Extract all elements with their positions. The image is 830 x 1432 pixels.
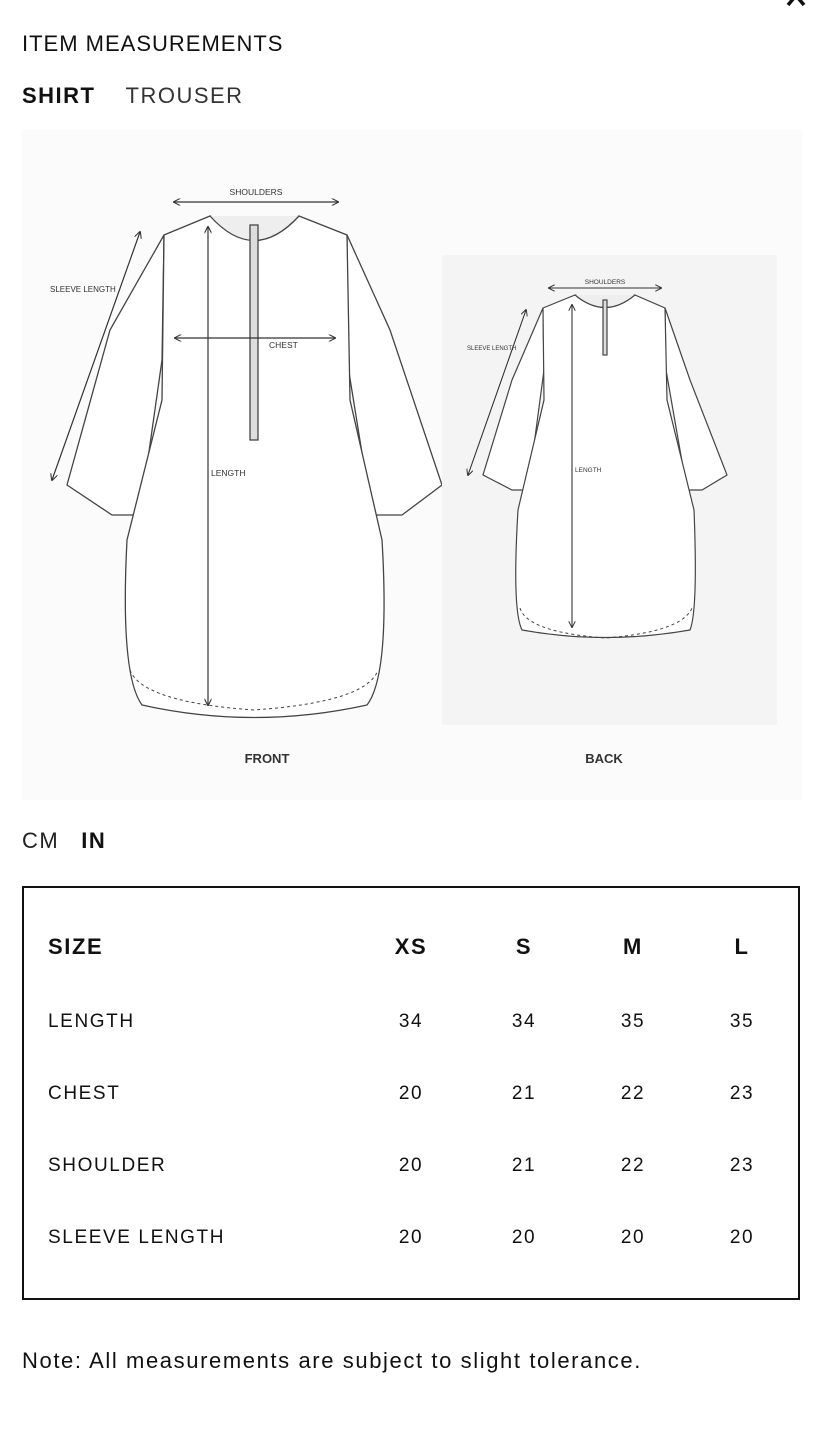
close-icon [784, 0, 816, 10]
row-value: 34 [398, 1011, 424, 1032]
row-value: 21 [511, 1155, 537, 1176]
table-row [24, 1083, 798, 1113]
row-label: CHEST [48, 1083, 121, 1104]
back-sleeve-length-label: SLEEVE LENGTH [467, 346, 517, 352]
row-value: 23 [729, 1083, 755, 1104]
row-value: 34 [511, 1011, 537, 1032]
front-chest-label: CHEST [269, 340, 298, 350]
garment-illustration [22, 130, 802, 800]
row-value: 22 [620, 1155, 646, 1176]
garment-tabs [22, 83, 244, 109]
row-value: 35 [620, 1011, 646, 1032]
front-length-label: LENGTH [211, 468, 246, 478]
table-row [24, 1227, 798, 1257]
row-value: 20 [398, 1227, 424, 1248]
header-size: SIZE [48, 934, 104, 959]
header-l: L [734, 934, 750, 959]
back-garment [442, 255, 777, 725]
size-chart-table [22, 886, 800, 1300]
table-row [24, 1011, 798, 1041]
row-label: SLEEVE LENGTH [48, 1227, 226, 1248]
header-m: M [623, 934, 643, 959]
row-value: 22 [620, 1083, 646, 1104]
unit-toggle [22, 828, 106, 854]
row-value: 20 [620, 1227, 646, 1248]
tolerance-note: Note: All measurements are subject to slight tolerance. [22, 1348, 642, 1373]
row-value: 20 [398, 1083, 424, 1104]
table-row [24, 1155, 798, 1185]
tab-trouser[interactable]: TROUSER [125, 83, 244, 108]
unit-in[interactable]: IN [81, 828, 107, 853]
back-length-label: LENGTH [575, 467, 602, 474]
table-header-row [24, 934, 798, 964]
header-xs: XS [394, 934, 428, 959]
unit-cm[interactable]: CM [22, 828, 60, 853]
row-label: LENGTH [48, 1011, 135, 1032]
header-s: S [515, 934, 533, 959]
row-label: SHOULDER [48, 1155, 167, 1176]
back-shoulders-label: SHOULDERS [584, 279, 626, 286]
row-value: 35 [729, 1011, 755, 1032]
row-value: 20 [398, 1155, 424, 1176]
close-button[interactable] [784, 0, 816, 10]
measurement-diagram [22, 130, 802, 800]
front-shoulders-label: SHOULDERS [229, 187, 283, 197]
row-value: 20 [729, 1227, 755, 1248]
back-caption: BACK [585, 751, 623, 766]
tab-shirt[interactable]: SHIRT [22, 83, 96, 108]
front-sleeve-length-label: SLEEVE LENGTH [50, 285, 116, 294]
row-value: 20 [511, 1227, 537, 1248]
modal-title: ITEM MEASUREMENTS [22, 31, 284, 56]
row-value: 21 [511, 1083, 537, 1104]
front-caption: FRONT [244, 751, 290, 766]
row-value: 23 [729, 1155, 755, 1176]
